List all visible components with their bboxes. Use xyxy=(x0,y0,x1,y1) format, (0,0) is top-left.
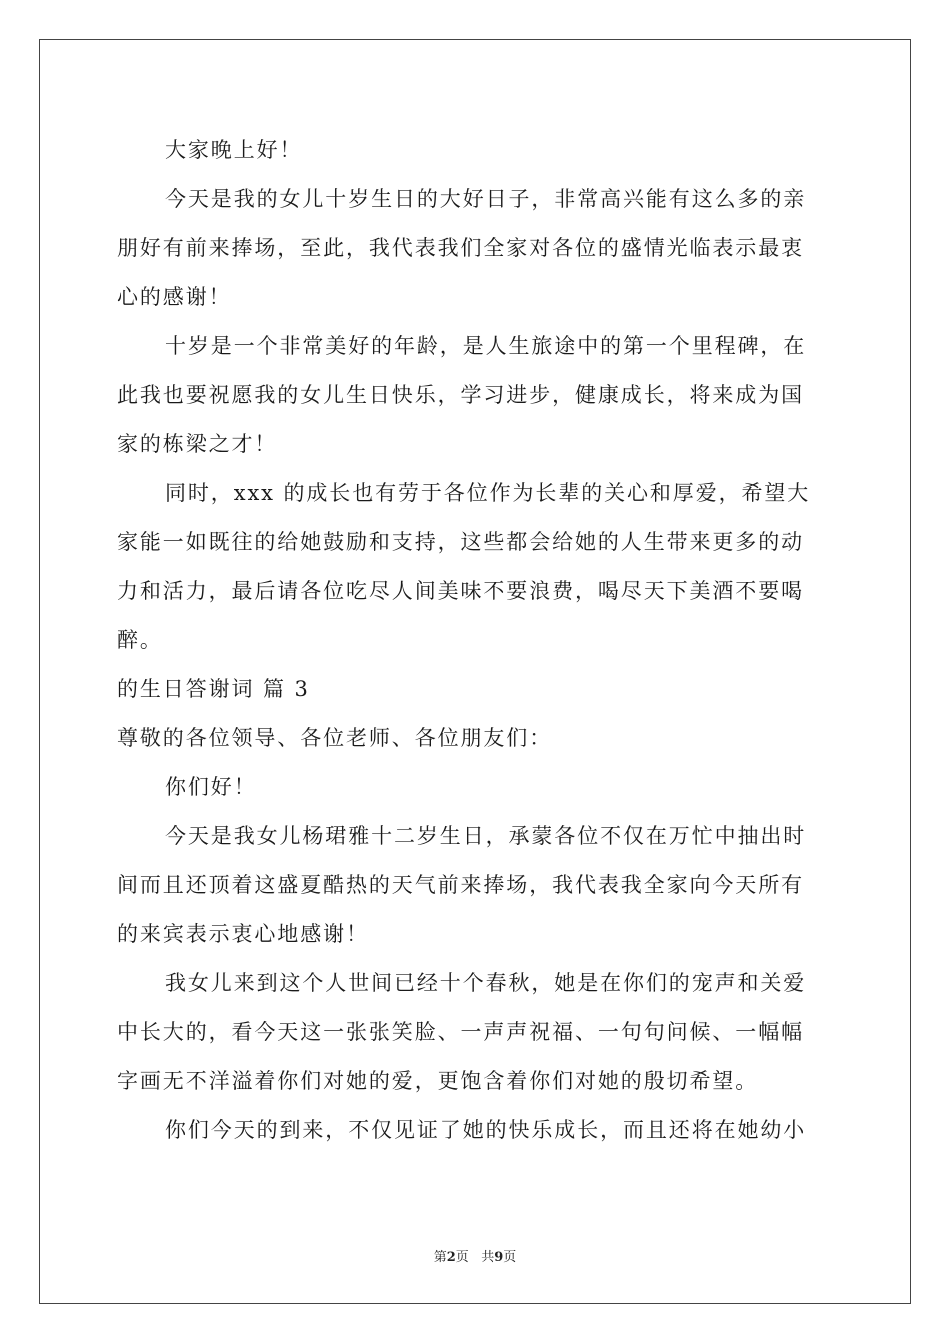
paragraph-line: 今天是我女儿杨珺雅十二岁生日，承蒙各位不仅在万忙中抽出时 xyxy=(165,824,807,848)
page-footer xyxy=(0,1250,950,1266)
total-pages: 9 xyxy=(494,1250,504,1265)
paragraph-line: 心的感谢！ xyxy=(117,285,232,309)
paragraph-line: 你们好！ xyxy=(165,775,257,799)
paragraph-line: 中长大的，看今天这一张张笑脸、一声声祝福、一句句问候、一幅幅 xyxy=(117,1020,804,1044)
document-body xyxy=(117,126,833,1155)
paragraph-line: 家的栋梁之才！ xyxy=(117,432,278,456)
paragraph-line: 我女儿来到这个人世间已经十个春秋，她是在你们的宠声和关爱 xyxy=(165,971,807,995)
salutation-line: 尊敬的各位领导、各位老师、各位朋友们： xyxy=(117,726,553,750)
section-heading: 的生日答谢词 篇 3 xyxy=(117,677,310,701)
paragraph-line: 醉。 xyxy=(117,628,163,652)
page-prefix: 第 xyxy=(433,1250,447,1265)
page-number: 2 xyxy=(446,1250,456,1265)
paragraph-line: 间而且还顶着这盛夏酷热的天气前来捧场，我代表我全家向今天所有 xyxy=(117,873,804,897)
paragraph-line: 此我也要祝愿我的女儿生日快乐，学习进步，健康成长，将来成为国 xyxy=(117,383,804,407)
paragraph-line: 十岁是一个非常美好的年龄，是人生旅途中的第一个里程碑，在 xyxy=(165,334,807,358)
paragraph-line: 家能一如既往的给她鼓励和支持，这些都会给她的人生带来更多的动 xyxy=(117,530,804,554)
paragraph-line: 字画无不洋溢着你们对她的爱，更饱含着你们对她的殷切希望。 xyxy=(117,1069,759,1093)
paragraph-line: 同时，xxx 的成长也有劳于各位作为长辈的关心和厚爱，希望大 xyxy=(165,481,811,505)
page-suffix: 页 xyxy=(455,1250,469,1265)
total-suffix: 页 xyxy=(503,1250,517,1265)
paragraph-line: 朋好有前来捧场，至此，我代表我们全家对各位的盛情光临表示最衷 xyxy=(117,236,804,260)
paragraph-line: 你们今天的到来，不仅见证了她的快乐成长，而且还将在她幼小 xyxy=(165,1118,807,1142)
total-prefix: 共 xyxy=(481,1250,495,1265)
paragraph-line: 大家晚上好！ xyxy=(165,138,303,162)
paragraph-line: 今天是我的女儿十岁生日的大好日子，非常高兴能有这么多的亲 xyxy=(165,187,807,211)
paragraph-line: 的来宾表示衷心地感谢！ xyxy=(117,922,369,946)
paragraph-line: 力和活力，最后请各位吃尽人间美味不要浪费，喝尽天下美酒不要喝 xyxy=(117,579,804,603)
